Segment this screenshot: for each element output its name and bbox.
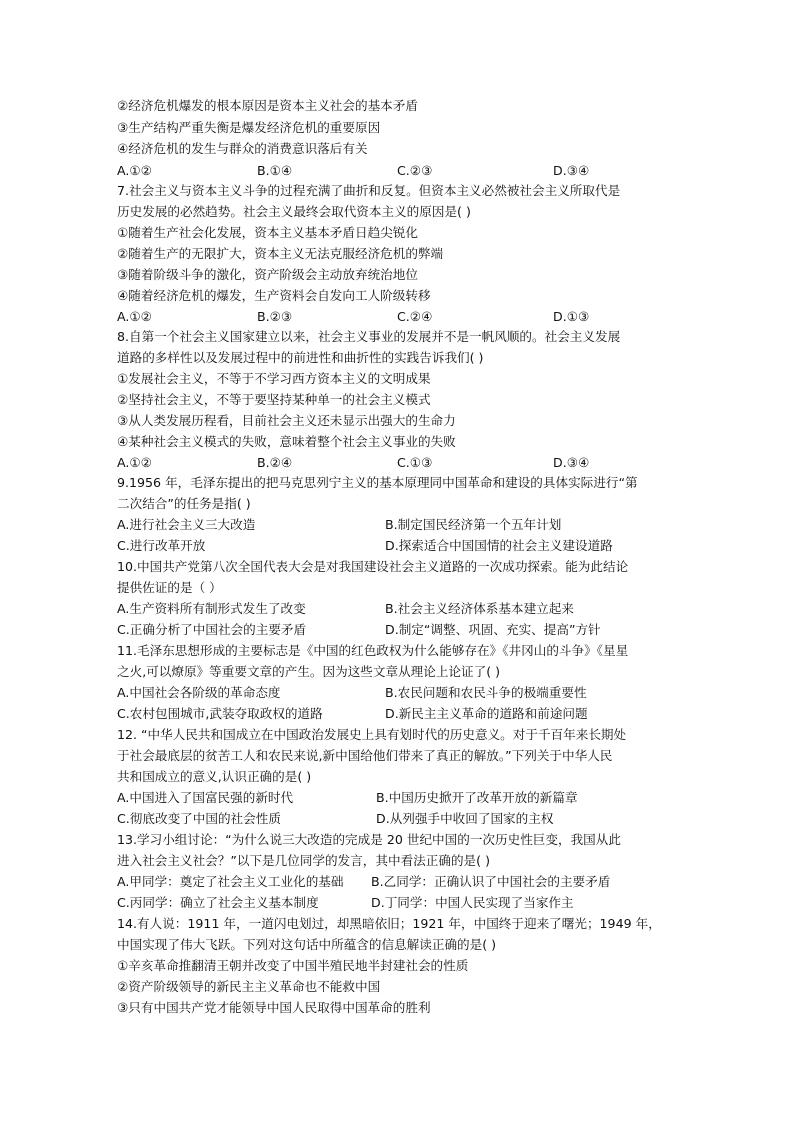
option-d: D.探索适合中国国情的社会主义建设道路 bbox=[385, 538, 613, 553]
question-stem: 之火,可以燎原》等重要文章的产生。因为这些文章从理论上论证了( ) bbox=[117, 664, 501, 679]
statement: ②随着生产的无限扩大，资本主义无法克服经济危机的弊端 bbox=[117, 246, 444, 261]
question-stem: 10.中国共产党第八次全国代表大会是对我国建设社会主义道路的一次成功探索。能为此结论 bbox=[117, 559, 629, 574]
question-stem: 13.学习小组讨论：“为什么说三大改造的完成是 20 世纪中国的一次历史性巨变，我国从此 bbox=[117, 832, 621, 847]
option-d: D.制定“调整、巩固、充实、提高”方针 bbox=[385, 622, 601, 637]
statement: ③随着阶级斗争的激化，资产阶级会主动放弃统治地位 bbox=[117, 267, 418, 282]
option-c: C.彻底改变了中国的社会性质 bbox=[117, 811, 281, 826]
question-stem: 于社会最底层的贫苦工人和农民来说,新中国给他们带来了真正的解放。”下列关于中华人民 bbox=[117, 748, 613, 763]
statement: ④经济危机的发生与群众的消费意识落后有关 bbox=[117, 141, 368, 156]
option-c: C.①③ bbox=[397, 455, 433, 470]
question-stem: 共和国成立的意义,认识正确的是( ) bbox=[117, 769, 312, 784]
option-b: B.②④ bbox=[257, 455, 293, 470]
option-d: D.①③ bbox=[553, 309, 590, 324]
statement: ②坚持社会主义，不等于要坚持某种单一的社会主义模式 bbox=[117, 392, 431, 407]
option-a: A.中国进入了国富民强的新时代 bbox=[117, 790, 294, 805]
question-stem: 8.自第一个社会主义国家建立以来，社会主义事业的发展并不是一帆风顺的。社会主义发展 bbox=[117, 329, 621, 344]
question-stem: 中国实现了伟大飞跃。下列对这句话中所蕴含的信息解读正确的是( ) bbox=[117, 937, 497, 952]
option-b: B.制定国民经济第一个五年计划 bbox=[385, 517, 562, 532]
option-c: C.进行改革开放 bbox=[117, 538, 206, 553]
statement: ④随着经济危机的爆发，生产资料会自发向工人阶级转移 bbox=[117, 288, 431, 303]
question-stem: 道路的多样性以及发展过程中的前进性和曲折性的实践告诉我们( ) bbox=[117, 350, 484, 365]
option-d: D.③④ bbox=[553, 163, 590, 178]
option-c: C.②③ bbox=[397, 163, 433, 178]
statement: ④某种社会主义模式的失败，意味着整个社会主义事业的失败 bbox=[117, 434, 456, 449]
option-a: A.甲同学：奠定了社会主义工业化的基础 bbox=[117, 874, 344, 889]
option-d: D.新民主主义革命的道路和前途问题 bbox=[385, 706, 588, 721]
option-a: A.①② bbox=[117, 455, 152, 470]
option-a: A.中国社会各阶级的革命态度 bbox=[117, 685, 281, 700]
option-c: C.农村包围城市,武装夺取政权的道路 bbox=[117, 706, 323, 721]
option-c: C.丙同学：确立了社会主义基本制度 bbox=[117, 895, 319, 910]
statement: ③生产结构严重失衡是爆发经济危机的重要原因 bbox=[117, 120, 381, 135]
option-b: B.②③ bbox=[257, 309, 293, 324]
option-a: A.进行社会主义三大改造 bbox=[117, 517, 256, 532]
option-b: B.乙同学：正确认识了中国社会的主要矛盾 bbox=[371, 874, 611, 889]
question-stem: 9.1956 年，毛泽东提出的把马克思列宁主义的基本原理同中国革命和建设的具体实际进行“第 bbox=[117, 475, 638, 490]
option-b: B.社会主义经济体系基本建立起来 bbox=[385, 601, 574, 616]
option-a: A.①② bbox=[117, 309, 152, 324]
question-stem: 14.有人说：1911 年，一道闪电划过，却黑暗依旧；1921 年，中国终于迎来了曙光；1949 年， bbox=[117, 916, 661, 931]
question-stem: 二次结合”的任务是指( ) bbox=[117, 496, 251, 511]
option-b: B.①④ bbox=[257, 163, 293, 178]
statement: ③从人类发展历程看，目前社会主义还未显示出强大的生命力 bbox=[117, 413, 456, 428]
option-d: D.③④ bbox=[553, 455, 590, 470]
question-stem: 7.社会主义与资本主义斗争的过程充满了曲折和反复。但资本主义必然被社会主义所取代是 bbox=[117, 183, 621, 198]
option-a: A.生产资料所有制形式发生了改变 bbox=[117, 601, 306, 616]
question-stem: 进入社会主义社会？”以下是几位同学的发言，其中看法正确的是( ) bbox=[117, 853, 490, 868]
statement: ①随着生产社会化发展，资本主义基本矛盾日趋尖锐化 bbox=[117, 225, 418, 240]
option-b: B.中国历史掀开了改革开放的新篇章 bbox=[376, 790, 578, 805]
statement: ②经济危机爆发的根本原因是资本主义社会的基本矛盾 bbox=[117, 98, 418, 113]
statement: ①辛亥革命推翻清王朝并改变了中国半殖民地半封建社会的性质 bbox=[117, 958, 469, 973]
statement: ③只有中国共产党才能领导中国人民取得中国革命的胜利 bbox=[117, 1000, 431, 1015]
question-stem: 历史发展的必然趋势。社会主义最终会取代资本主义的原因是( ) bbox=[117, 204, 471, 219]
option-d: D.从列强手中收回了国家的主权 bbox=[376, 811, 554, 826]
statement: ②资产阶级领导的新民主主义革命也不能救中国 bbox=[117, 979, 381, 994]
question-stem: 提供佐证的是（ ） bbox=[117, 580, 222, 595]
option-a: A.①② bbox=[117, 163, 152, 178]
option-c: C.②④ bbox=[397, 309, 433, 324]
option-c: C.正确分析了中国社会的主要矛盾 bbox=[117, 622, 307, 637]
option-d: D.丁同学：中国人民实现了当家作主 bbox=[371, 895, 574, 910]
statement: ①发展社会主义，不等于不学习西方资本主义的文明成果 bbox=[117, 371, 431, 386]
question-stem: 11.毛泽东思想形成的主要标志是《中国的红色政权为什么能够存在》《井冈山的斗争》《星星 bbox=[117, 643, 629, 658]
question-stem: 12. “中华人民共和国成立在中国政治发展史上具有划时代的历史意义。对于千百年来长期处 bbox=[117, 727, 627, 742]
option-b: B.农民问题和农民斗争的极端重要性 bbox=[385, 685, 587, 700]
